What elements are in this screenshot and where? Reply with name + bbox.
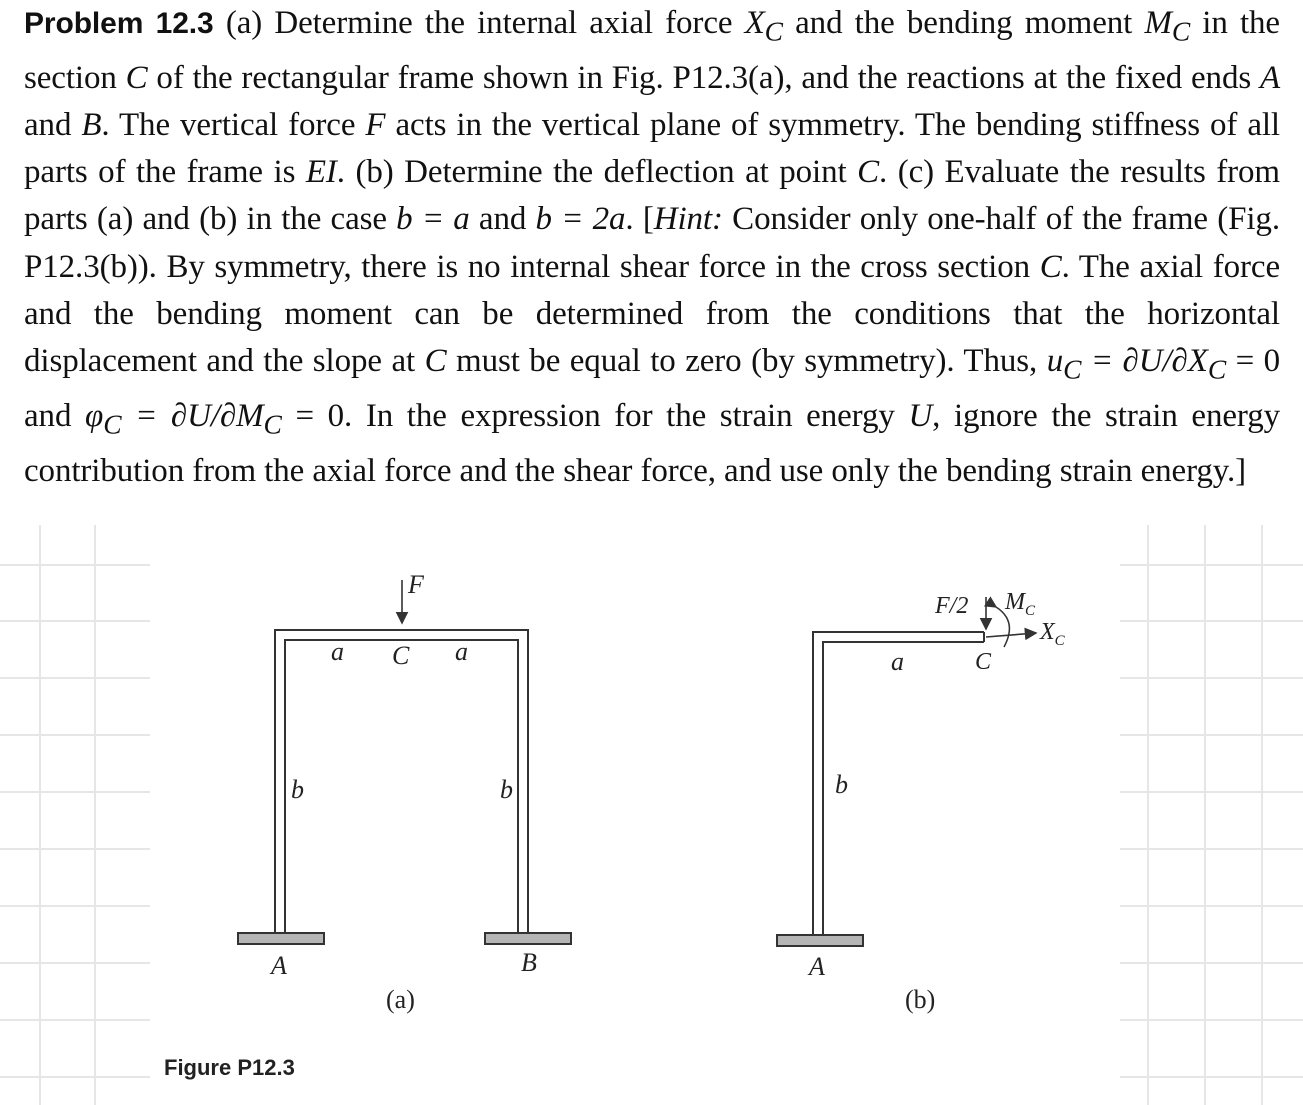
text-segment: , ignore the strain energy contribution from the axial force and the shear force, and use only the bending strain energy.] [24,397,1280,489]
support-b-label: B [521,948,537,977]
math-expr: b = a [396,201,470,238]
text-segment: (a) Determine the internal axial force [225,5,745,41]
text-segment: . The vertical force [101,107,366,143]
math-var: u [1046,343,1064,380]
math-expr: = ∂U/∂M [121,397,264,434]
math-var: φ [85,397,104,434]
moment-sub: C [1025,603,1036,619]
axial-label [1039,619,1066,649]
axial-sub: C [1054,633,1065,649]
axial-letter: X [1040,619,1055,645]
span-left-label: a [331,637,344,666]
moment-label [1004,589,1036,619]
text-segment: acts in the vertical plane of symmetry. The bending stiffness of all parts of the frame is [24,107,1280,191]
part-b-label: (b) [905,985,936,1014]
text-segment: . (c) Evaluate the results from parts (a) and (b) in the case [24,154,1280,238]
math-var: C [424,343,447,380]
span-right-label: a [455,637,468,666]
support-b-base [485,933,571,944]
math-sub: C [103,408,122,440]
math-sub: C [1207,353,1227,385]
problem-heading: Problem 12.3 [24,7,214,40]
text-segment: of the rectangular frame shown in Fig. P12.3(a), and the reactions at the fixed ends [147,59,1260,96]
force-f-label: F [408,570,424,599]
support-label-b: A [809,952,825,981]
math-expr: b = 2a [535,201,626,238]
math-expr: = ∂U/∂X [1081,343,1208,380]
hint-label: Hint: [653,201,723,238]
height-right-label: b [500,775,513,804]
text-segment: . The axial force and the bending moment can be determined from the conditions that the horizontal displacement and the slope at [24,248,1280,380]
math-sub: C [1171,15,1191,47]
problem-statement [24,0,1280,495]
support-a-base [238,933,324,944]
math-sub: C [764,15,783,47]
text-segment: Consider only one-half of the frame (Fig. P12.3(b)). By symmetry, there is no internal shear force in the cross section [24,201,1280,285]
math-var: M [1144,5,1172,41]
moment-letter: M [1005,589,1025,615]
math-var: C [1039,248,1062,285]
math-var: EI [305,154,337,191]
math-var: B [81,107,102,143]
figure-caption: Figure P12.3 [164,1055,295,1080]
axial-force-arrow [986,633,1036,637]
text-segment: and [24,107,82,143]
text-segment: = 0. In the expression for the strain energy [281,397,909,434]
span-label-b: a [891,647,904,676]
text-segment: and [469,201,536,238]
point-c-label-b: C [975,649,992,675]
text-segment: . (b) Determine the deflection at point [336,154,858,191]
math-var: A [1259,59,1280,96]
text-segment: and the bending moment [782,5,1145,41]
math-sub: C [1063,353,1082,385]
math-var: X [744,5,765,41]
text-segment: = 0 and [24,343,1280,434]
math-sub: C [263,408,282,440]
height-left-label: b [291,775,304,804]
math-var: C [125,59,148,96]
text-segment: must be equal to zero (by symmetry). Thus, [446,343,1047,380]
figure-p12-3 [0,525,1303,1105]
point-c-label: C [392,641,410,670]
part-a-label: (a) [386,985,415,1014]
height-label-b: b [835,770,848,799]
text-segment: in the section [24,5,1280,96]
math-var: U [908,397,933,434]
math-var: F [365,107,386,143]
support-a-label: A [271,951,287,980]
support-a-base-b [777,935,863,946]
half-force-label: F/2 [935,593,969,619]
math-var: C [857,154,880,191]
frame-a [275,630,528,933]
text-segment: . [ [625,201,654,238]
